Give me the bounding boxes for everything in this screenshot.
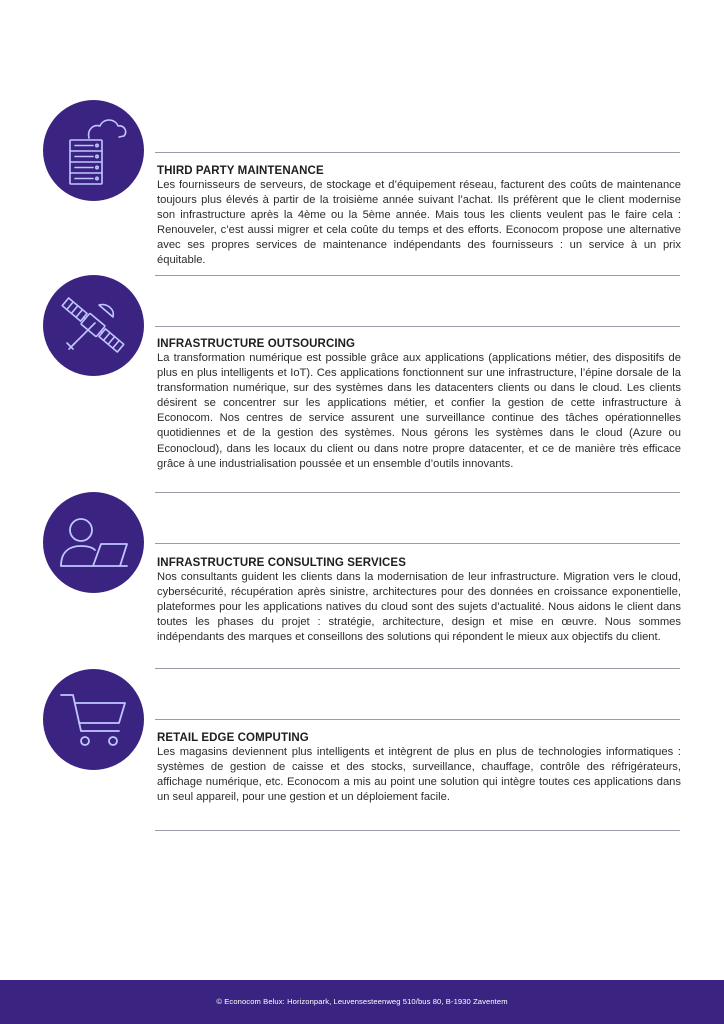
section-1-title: THIRD PARTY MAINTENANCE (157, 165, 324, 177)
section-4-title: RETAIL EDGE COMPUTING (157, 732, 309, 744)
section-1-body: Les fournisseurs de serveurs, de stockage et d’équipement réseau, facturent des coûts de maintenance toujours plus élevés à partir de la troisième année suivant l’achat. Ils préfèrent que le client modernise son infrastructure après la 4ème ou la 5ème année. Mais tous les clients veulent pas le faire cela : Renouveler, c’est aussi migrer et cela coûte du temps et des efforts. Econocom propose une alternative avec ses propres services de maintenance indépendants des fournisseurs : un service à un prix équitable. (157, 179, 681, 267)
section-1-top-rule (155, 152, 680, 153)
section-3-icon-circle (43, 492, 144, 593)
section-4-body: Les magasins deviennent plus intelligents et intègrent de plus en plus de technologies informatiques : systèmes de gestion de caisse et des stocks, surveillance, chauffage, contrôle des réfrigérateurs, affichage numérique, etc. Econocom a mis au point une solution qui intègre toutes ces applications dans un seul appareil, pour une gestion et un déploiement facile. (157, 746, 681, 804)
section-2-body: La transformation numérique est possible grâce aux applications (applications métier, des dispositifs de plus en plus intelligents et IoT). Ces applications fonctionnent sur une infrastructure, l’épine dorsale de la transformation numérique, sur des systèmes dans les datacenters clients ou dans le cloud. Les clients désirent se concentrer sur les applications métier, et confier la gestion de cette infrastructure à Econocom. Nos centres de service assurent une surveillance continue des tâches opérationnelles quotidiennes et de la gestion des systèmes. Nous gérons les systèmes dans le cloud (Azure ou Econocloud), dans les locaux du client ou dans notre propre datacenter, et ce de manière très efficace grâce à une industrialisation poussée et un ensemble d’outils innovants. (157, 352, 681, 470)
consultant-laptop-icon (43, 492, 144, 593)
section-4-top-rule (155, 719, 680, 720)
section-4-bottom-rule (155, 830, 680, 831)
section-1-icon-circle (43, 100, 144, 201)
section-2-icon-circle (43, 275, 144, 376)
shopping-cart-icon (43, 669, 144, 770)
section-4-icon-circle (43, 669, 144, 770)
section-2-top-rule (155, 326, 680, 327)
section-3-body: Nos consultants guident les clients dans la modernisation de leur infrastructure. Migration vers le cloud, cybersécurité, récupération après sinistre, architectures pour des données en croissance exponentielle, plateformes pour les applications natives du cloud sont des sujets d’actualité. Nous aidons le client dans toutes les phases du projet : stratégie, architecture, design et mise en œuvre. Nous sommes indépendants des marques et conseillons des solutions qui répondent le mieux aux objectifs du client. (157, 571, 681, 644)
section-1-bottom-rule (155, 275, 680, 276)
footer-address: © Econocom Belux: Horizonpark, Leuvensesteenweg 510/bus 80, B-1930 Zaventem (216, 997, 508, 1006)
section-3-bottom-rule (155, 668, 680, 669)
footer-bar (0, 980, 724, 1024)
section-2-bottom-rule (155, 492, 680, 493)
section-3-title: INFRASTRUCTURE CONSULTING SERVICES (157, 557, 406, 569)
section-3-top-rule (155, 543, 680, 544)
satellite-icon (43, 275, 144, 376)
section-2-title: INFRASTRUCTURE OUTSOURCING (157, 338, 356, 350)
server-cloud-icon (43, 100, 144, 201)
